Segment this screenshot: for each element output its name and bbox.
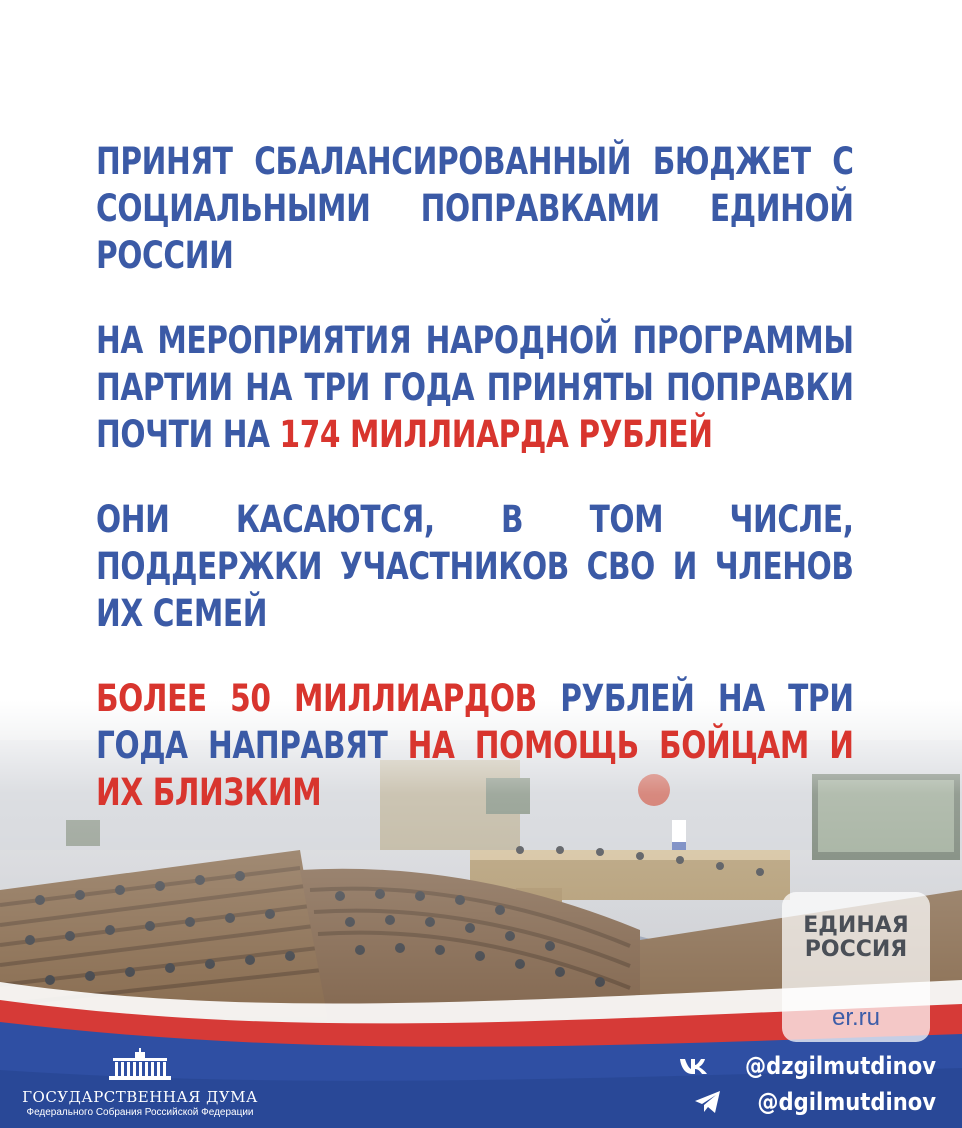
paragraph-fighters-text: РУБЛЕЙ НА ТРИ ГОДА НАПРАВЯТ [96,677,854,767]
paragraph-program-text: НА МЕРОПРИЯТИЯ НАРОДНОЙ ПРОГРАММЫ ПАРТИИ НА ТРИ ГОДА ПРИНЯТЫ ПОПРАВКИ ПОЧТИ НА [96,319,854,456]
telegram-handle[interactable]: @dgilmutdinov [757,1088,936,1116]
paragraph-program-amount: 174 МИЛЛИАРДА РУБЛЕЙ [279,413,713,456]
paragraph-program [96,317,854,458]
paragraph-fighters-purpose: НА ПОМОЩЬ БОЙЦАМ И ИХ БЛИЗКИМ [96,724,854,814]
united-russia-logo[interactable] [782,892,930,1042]
paragraph-budget [96,138,854,279]
vk-handle[interactable]: @dzgilmutdinov [745,1052,936,1080]
duma-subtitle: Федерального Собрания Российской Федерации [26,1107,254,1118]
duma-title: ГОСУДАРСТВЕННАЯ ДУМА [22,1088,258,1106]
paragraph-svo-text: ОНИ КАСАЮТСЯ, В ТОМ ЧИСЛЕ, ПОДДЕРЖКИ УЧАСТНИКОВ СВО И ЧЛЕНОВ ИХ СЕМЕЙ [96,498,854,635]
main-text [96,138,854,854]
social-vk[interactable] [636,1048,936,1084]
telegram-icon [691,1088,725,1116]
paragraph-svo [96,496,854,637]
paragraph-fighters-amount: БОЛЕЕ 50 МИЛЛИАРДОВ [96,677,537,720]
social-links [636,1048,936,1120]
vk-icon [677,1052,711,1080]
logo-line-2: РОССИЯ [804,937,908,962]
paragraph-fighters [96,675,854,816]
site-link[interactable]: er.ru [831,1004,881,1031]
duma-logo [20,1048,260,1122]
paragraph-budget-text: ПРИНЯТ СБАЛАНСИРОВАННЫЙ БЮДЖЕТ С СОЦИАЛЬНЫМИ ПОПРАВКАМИ ЕДИНОЙ РОССИИ [96,140,854,277]
logo-line-1: ЕДИНАЯ [803,913,909,938]
social-telegram[interactable] [636,1084,936,1120]
duma-building-icon [105,1048,175,1082]
